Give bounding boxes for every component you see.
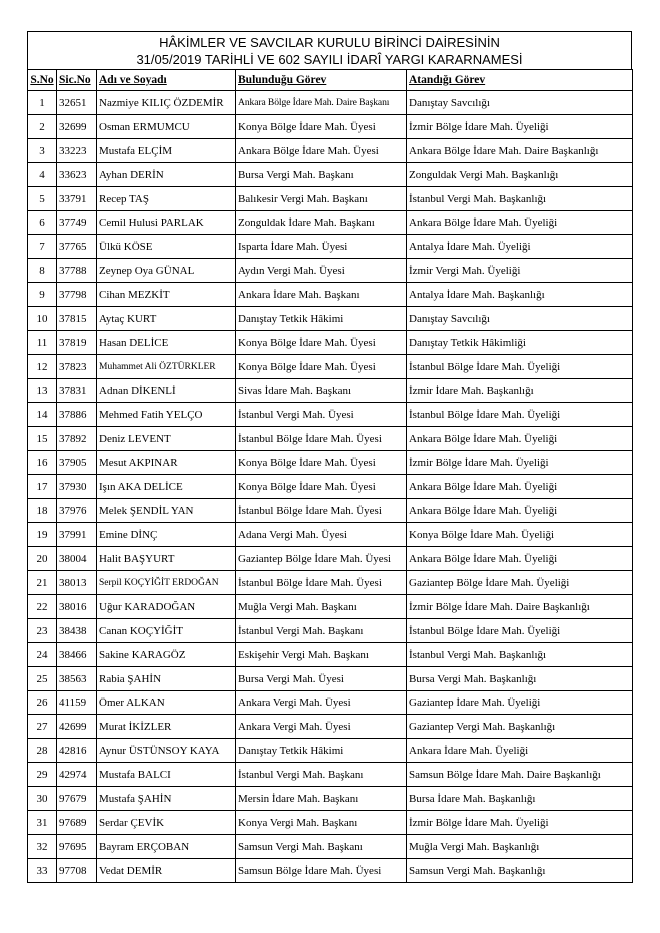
cell-sno: 26 bbox=[28, 691, 57, 715]
table-header-row bbox=[28, 70, 633, 91]
cell-new-post: Ankara Bölge İdare Mah. Daire Başkanlığı bbox=[407, 139, 633, 163]
cell-current-post: İstanbul Bölge İdare Mah. Üyesi bbox=[236, 499, 407, 523]
cell-sno: 12 bbox=[28, 355, 57, 379]
cell-name: Mesut AKPINAR bbox=[97, 451, 236, 475]
cell-sno: 13 bbox=[28, 379, 57, 403]
cell-sicno: 42974 bbox=[57, 763, 97, 787]
cell-new-post: Bursa İdare Mah. Başkanlığı bbox=[407, 787, 633, 811]
cell-sno: 24 bbox=[28, 643, 57, 667]
column-header-name: Adı ve Soyadı bbox=[97, 70, 236, 91]
cell-sno: 32 bbox=[28, 835, 57, 859]
cell-current-post: Danıştay Tetkik Hâkimi bbox=[236, 307, 407, 331]
cell-sno: 31 bbox=[28, 811, 57, 835]
cell-current-post: Adana Vergi Mah. Üyesi bbox=[236, 523, 407, 547]
cell-sicno: 37823 bbox=[57, 355, 97, 379]
cell-new-post: Gaziantep Bölge İdare Mah. Üyeliği bbox=[407, 571, 633, 595]
cell-new-post: Danıştay Tetkik Hâkimliği bbox=[407, 331, 633, 355]
table-row bbox=[28, 307, 633, 331]
cell-sno: 22 bbox=[28, 595, 57, 619]
cell-sno: 7 bbox=[28, 235, 57, 259]
cell-name: Aynur ÜSTÜNSOY KAYA bbox=[97, 739, 236, 763]
cell-sno: 15 bbox=[28, 427, 57, 451]
cell-sno: 21 bbox=[28, 571, 57, 595]
cell-name: Murat İKİZLER bbox=[97, 715, 236, 739]
cell-sno: 10 bbox=[28, 307, 57, 331]
cell-sicno: 38466 bbox=[57, 643, 97, 667]
cell-name: Bayram ERÇOBAN bbox=[97, 835, 236, 859]
cell-current-post: Konya Bölge İdare Mah. Üyesi bbox=[236, 475, 407, 499]
cell-current-post: Konya Bölge İdare Mah. Üyesi bbox=[236, 115, 407, 139]
cell-name: Işın AKA DELİCE bbox=[97, 475, 236, 499]
table-row bbox=[28, 547, 633, 571]
cell-sicno: 33623 bbox=[57, 163, 97, 187]
title-line-1: HÂKİMLER VE SAVCILAR KURULU BİRİNCİ DAİRESİNİN bbox=[159, 35, 500, 50]
cell-current-post: Mersin İdare Mah. Başkanı bbox=[236, 787, 407, 811]
cell-sno: 17 bbox=[28, 475, 57, 499]
table-row bbox=[28, 499, 633, 523]
column-header-new-post: Atandığı Görev bbox=[407, 70, 633, 91]
cell-name: Mustafa BALCI bbox=[97, 763, 236, 787]
table-row bbox=[28, 811, 633, 835]
table-row bbox=[28, 835, 633, 859]
cell-name: Deniz LEVENT bbox=[97, 427, 236, 451]
cell-name: Mustafa ELÇİM bbox=[97, 139, 236, 163]
cell-current-post: Samsun Vergi Mah. Başkanı bbox=[236, 835, 407, 859]
cell-sno: 1 bbox=[28, 91, 57, 115]
cell-sicno: 37815 bbox=[57, 307, 97, 331]
cell-name: Serpil KOÇYİĞİT ERDOĞAN bbox=[97, 571, 236, 595]
cell-sicno: 38004 bbox=[57, 547, 97, 571]
cell-new-post: İzmir Vergi Mah. Üyeliği bbox=[407, 259, 633, 283]
cell-name: Canan KOÇYİĞİT bbox=[97, 619, 236, 643]
cell-sno: 6 bbox=[28, 211, 57, 235]
cell-sicno: 37819 bbox=[57, 331, 97, 355]
cell-sicno: 97708 bbox=[57, 859, 97, 883]
cell-new-post: Danıştay Savcılığı bbox=[407, 307, 633, 331]
table-row bbox=[28, 283, 633, 307]
cell-name: Aytaç KURT bbox=[97, 307, 236, 331]
table-row bbox=[28, 763, 633, 787]
cell-sicno: 37831 bbox=[57, 379, 97, 403]
table-row bbox=[28, 715, 633, 739]
cell-sno: 20 bbox=[28, 547, 57, 571]
table-row bbox=[28, 139, 633, 163]
cell-sno: 3 bbox=[28, 139, 57, 163]
cell-current-post: Bursa Vergi Mah. Başkanı bbox=[236, 163, 407, 187]
cell-sicno: 37798 bbox=[57, 283, 97, 307]
cell-new-post: İstanbul Bölge İdare Mah. Üyeliği bbox=[407, 403, 633, 427]
table-row bbox=[28, 187, 633, 211]
cell-current-post: Zonguldak İdare Mah. Başkanı bbox=[236, 211, 407, 235]
table-row bbox=[28, 619, 633, 643]
cell-current-post: Konya Bölge İdare Mah. Üyesi bbox=[236, 331, 407, 355]
cell-sicno: 32651 bbox=[57, 91, 97, 115]
document-header bbox=[27, 31, 632, 69]
cell-new-post: Antalya İdare Mah. Üyeliği bbox=[407, 235, 633, 259]
cell-sno: 30 bbox=[28, 787, 57, 811]
cell-name: Zeynep Oya GÜNAL bbox=[97, 259, 236, 283]
cell-sno: 2 bbox=[28, 115, 57, 139]
column-header-current-post: Bulunduğu Görev bbox=[236, 70, 407, 91]
cell-new-post: Ankara Bölge İdare Mah. Üyeliği bbox=[407, 475, 633, 499]
table-row bbox=[28, 331, 633, 355]
cell-current-post: Gaziantep Bölge İdare Mah. Üyesi bbox=[236, 547, 407, 571]
cell-current-post: İstanbul Bölge İdare Mah. Üyesi bbox=[236, 427, 407, 451]
table-row bbox=[28, 403, 633, 427]
cell-new-post: İzmir Bölge İdare Mah. Üyeliği bbox=[407, 451, 633, 475]
cell-name: Mehmed Fatih YELÇO bbox=[97, 403, 236, 427]
cell-name: Rabia ŞAHİN bbox=[97, 667, 236, 691]
cell-new-post: Ankara Bölge İdare Mah. Üyeliği bbox=[407, 427, 633, 451]
cell-current-post: Ankara İdare Mah. Başkanı bbox=[236, 283, 407, 307]
cell-new-post: Samsun Bölge İdare Mah. Daire Başkanlığı bbox=[407, 763, 633, 787]
cell-sicno: 42699 bbox=[57, 715, 97, 739]
cell-name: Osman ERMUMCU bbox=[97, 115, 236, 139]
cell-sno: 33 bbox=[28, 859, 57, 883]
decree-document bbox=[27, 31, 632, 883]
cell-new-post: İzmir Bölge İdare Mah. Daire Başkanlığı bbox=[407, 595, 633, 619]
table-row bbox=[28, 859, 633, 883]
table-row bbox=[28, 667, 633, 691]
cell-name: Cihan MEZKİT bbox=[97, 283, 236, 307]
table-row bbox=[28, 427, 633, 451]
table-row bbox=[28, 571, 633, 595]
cell-name: Halit BAŞYURT bbox=[97, 547, 236, 571]
cell-new-post: İzmir Bölge İdare Mah. Üyeliği bbox=[407, 115, 633, 139]
cell-name: Mustafa ŞAHİN bbox=[97, 787, 236, 811]
cell-sno: 4 bbox=[28, 163, 57, 187]
cell-sno: 18 bbox=[28, 499, 57, 523]
cell-sno: 25 bbox=[28, 667, 57, 691]
cell-sicno: 37905 bbox=[57, 451, 97, 475]
cell-current-post: İstanbul Bölge İdare Mah. Üyesi bbox=[236, 571, 407, 595]
cell-new-post: Bursa Vergi Mah. Başkanlığı bbox=[407, 667, 633, 691]
cell-current-post: Ankara Vergi Mah. Üyesi bbox=[236, 715, 407, 739]
cell-name: Sakine KARAGÖZ bbox=[97, 643, 236, 667]
cell-sno: 9 bbox=[28, 283, 57, 307]
cell-new-post: Ankara İdare Mah. Üyeliği bbox=[407, 739, 633, 763]
cell-new-post: Gaziantep Vergi Mah. Başkanlığı bbox=[407, 715, 633, 739]
cell-new-post: İstanbul Vergi Mah. Başkanlığı bbox=[407, 187, 633, 211]
cell-sicno: 33791 bbox=[57, 187, 97, 211]
cell-current-post: Eskişehir Vergi Mah. Başkanı bbox=[236, 643, 407, 667]
cell-new-post: İzmir İdare Mah. Başkanlığı bbox=[407, 379, 633, 403]
table-row bbox=[28, 475, 633, 499]
cell-sno: 28 bbox=[28, 739, 57, 763]
cell-new-post: Zonguldak Vergi Mah. Başkanlığı bbox=[407, 163, 633, 187]
cell-new-post: Gaziantep İdare Mah. Üyeliği bbox=[407, 691, 633, 715]
cell-sicno: 37765 bbox=[57, 235, 97, 259]
table-row bbox=[28, 595, 633, 619]
cell-current-post: Ankara Vergi Mah. Üyesi bbox=[236, 691, 407, 715]
cell-sicno: 97689 bbox=[57, 811, 97, 835]
cell-current-post: Konya Bölge İdare Mah. Üyesi bbox=[236, 355, 407, 379]
cell-current-post: Aydın Vergi Mah. Üyesi bbox=[236, 259, 407, 283]
cell-new-post: Konya Bölge İdare Mah. Üyeliği bbox=[407, 523, 633, 547]
cell-name: Hasan DELİCE bbox=[97, 331, 236, 355]
table-row bbox=[28, 451, 633, 475]
cell-new-post: İstanbul Bölge İdare Mah. Üyeliği bbox=[407, 619, 633, 643]
cell-sno: 27 bbox=[28, 715, 57, 739]
column-header-sicno: Sic.No bbox=[57, 70, 97, 91]
column-header-sno: S.No bbox=[28, 70, 57, 91]
cell-current-post: İstanbul Vergi Mah. Başkanı bbox=[236, 763, 407, 787]
table-row bbox=[28, 115, 633, 139]
cell-current-post: Samsun Bölge İdare Mah. Üyesi bbox=[236, 859, 407, 883]
cell-sicno: 37930 bbox=[57, 475, 97, 499]
cell-new-post: Antalya İdare Mah. Başkanlığı bbox=[407, 283, 633, 307]
cell-name: Melek ŞENDİL YAN bbox=[97, 499, 236, 523]
cell-new-post: Muğla Vergi Mah. Başkanlığı bbox=[407, 835, 633, 859]
cell-sicno: 97679 bbox=[57, 787, 97, 811]
cell-name: Vedat DEMİR bbox=[97, 859, 236, 883]
cell-sno: 5 bbox=[28, 187, 57, 211]
cell-sicno: 32699 bbox=[57, 115, 97, 139]
cell-name: Serdar ÇEVİK bbox=[97, 811, 236, 835]
cell-name: Cemil Hulusi PARLAK bbox=[97, 211, 236, 235]
table-row bbox=[28, 259, 633, 283]
appointments-table bbox=[27, 69, 633, 883]
cell-new-post: Ankara Bölge İdare Mah. Üyeliği bbox=[407, 211, 633, 235]
cell-current-post: Konya Bölge İdare Mah. Üyesi bbox=[236, 451, 407, 475]
cell-sicno: 38013 bbox=[57, 571, 97, 595]
table-row bbox=[28, 739, 633, 763]
table-row bbox=[28, 355, 633, 379]
cell-sno: 14 bbox=[28, 403, 57, 427]
table-row bbox=[28, 691, 633, 715]
cell-current-post: İstanbul Vergi Mah. Başkanı bbox=[236, 619, 407, 643]
cell-current-post: Ankara Bölge İdare Mah. Daire Başkanı bbox=[236, 91, 407, 115]
table-row bbox=[28, 91, 633, 115]
cell-name: Ömer ALKAN bbox=[97, 691, 236, 715]
cell-new-post: İstanbul Bölge İdare Mah. Üyeliği bbox=[407, 355, 633, 379]
cell-new-post: Samsun Vergi Mah. Başkanlığı bbox=[407, 859, 633, 883]
cell-name: Uğur KARADOĞAN bbox=[97, 595, 236, 619]
cell-current-post: Konya Vergi Mah. Başkanı bbox=[236, 811, 407, 835]
cell-sicno: 33223 bbox=[57, 139, 97, 163]
cell-current-post: İstanbul Vergi Mah. Üyesi bbox=[236, 403, 407, 427]
cell-sicno: 37749 bbox=[57, 211, 97, 235]
cell-name: Muhammet Ali ÖZTÜRKLER bbox=[97, 355, 236, 379]
cell-sno: 19 bbox=[28, 523, 57, 547]
cell-name: Adnan DİKENLİ bbox=[97, 379, 236, 403]
cell-sicno: 42816 bbox=[57, 739, 97, 763]
cell-new-post: Ankara Bölge İdare Mah. Üyeliği bbox=[407, 547, 633, 571]
cell-sicno: 37886 bbox=[57, 403, 97, 427]
cell-current-post: Bursa Vergi Mah. Üyesi bbox=[236, 667, 407, 691]
cell-sno: 11 bbox=[28, 331, 57, 355]
table-row bbox=[28, 379, 633, 403]
cell-sicno: 38563 bbox=[57, 667, 97, 691]
table-row bbox=[28, 163, 633, 187]
cell-sicno: 37991 bbox=[57, 523, 97, 547]
cell-name: Ayhan DERİN bbox=[97, 163, 236, 187]
cell-current-post: Sivas İdare Mah. Başkanı bbox=[236, 379, 407, 403]
table-row bbox=[28, 235, 633, 259]
cell-name: Ülkü KÖSE bbox=[97, 235, 236, 259]
cell-current-post: Ankara Bölge İdare Mah. Üyesi bbox=[236, 139, 407, 163]
cell-sicno: 37788 bbox=[57, 259, 97, 283]
table-row bbox=[28, 787, 633, 811]
cell-current-post: Danıştay Tetkik Hâkimi bbox=[236, 739, 407, 763]
cell-new-post: Danıştay Savcılığı bbox=[407, 91, 633, 115]
cell-name: Emine DİNÇ bbox=[97, 523, 236, 547]
cell-current-post: Muğla Vergi Mah. Başkanı bbox=[236, 595, 407, 619]
cell-sno: 16 bbox=[28, 451, 57, 475]
cell-new-post: Ankara Bölge İdare Mah. Üyeliği bbox=[407, 499, 633, 523]
cell-current-post: Isparta İdare Mah. Üyesi bbox=[236, 235, 407, 259]
cell-sno: 23 bbox=[28, 619, 57, 643]
table-row bbox=[28, 643, 633, 667]
cell-sicno: 38016 bbox=[57, 595, 97, 619]
cell-sno: 8 bbox=[28, 259, 57, 283]
cell-name: Nazmiye KILIÇ ÖZDEMİR bbox=[97, 91, 236, 115]
cell-current-post: Balıkesir Vergi Mah. Başkanı bbox=[236, 187, 407, 211]
cell-sno: 29 bbox=[28, 763, 57, 787]
cell-sicno: 38438 bbox=[57, 619, 97, 643]
table-row bbox=[28, 211, 633, 235]
cell-sicno: 41159 bbox=[57, 691, 97, 715]
table-row bbox=[28, 523, 633, 547]
cell-new-post: İzmir Bölge İdare Mah. Üyeliği bbox=[407, 811, 633, 835]
cell-name: Recep TAŞ bbox=[97, 187, 236, 211]
cell-sicno: 37892 bbox=[57, 427, 97, 451]
title-line-2: 31/05/2019 TARİHLİ VE 602 SAYILI İDARÎ YARGI KARARNAMESİ bbox=[136, 52, 523, 67]
cell-new-post: İstanbul Vergi Mah. Başkanlığı bbox=[407, 643, 633, 667]
cell-sicno: 97695 bbox=[57, 835, 97, 859]
cell-sicno: 37976 bbox=[57, 499, 97, 523]
